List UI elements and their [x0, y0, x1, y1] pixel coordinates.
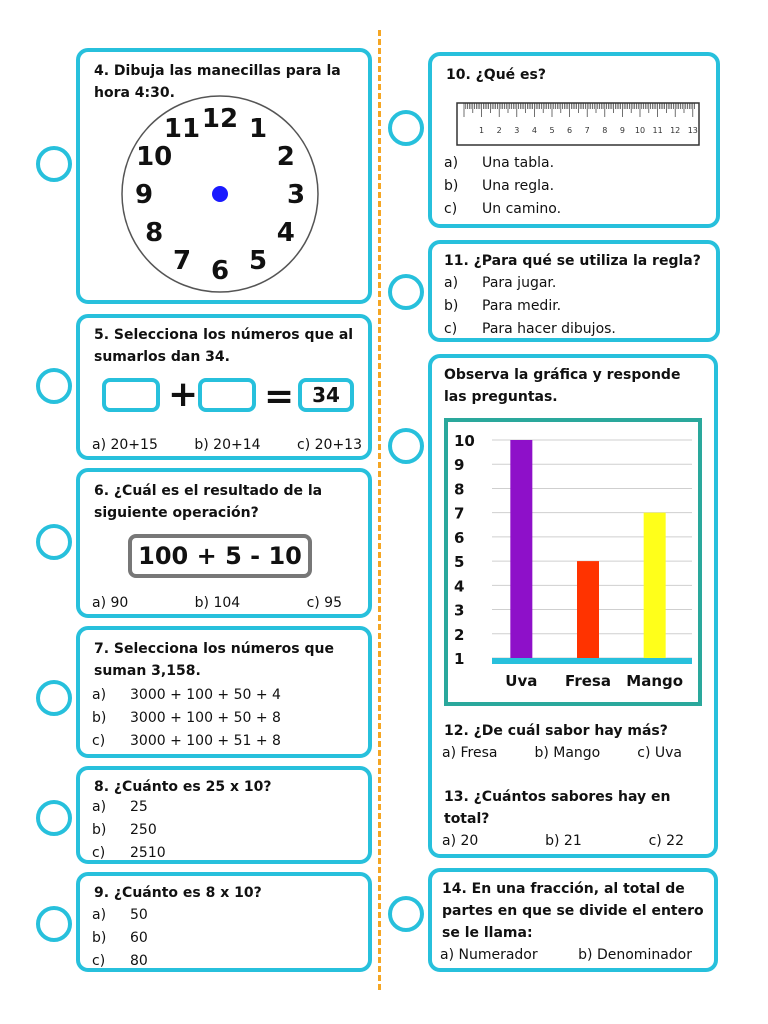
- question-card-q5: [76, 314, 372, 460]
- answer-ring-q11[interactable]: [388, 274, 424, 310]
- sum-result-box: 34: [298, 378, 354, 412]
- ruler-number-2: 2: [496, 126, 502, 135]
- ruler-illustration: [456, 102, 700, 146]
- option-c[interactable]: c) 22: [648, 833, 684, 849]
- ruler-number-6: 6: [567, 126, 573, 135]
- question-card-q11: [428, 240, 720, 342]
- clock-number-2: 2: [276, 142, 295, 172]
- y-tick-label-7: 7: [454, 504, 465, 523]
- y-tick-label-4: 4: [454, 577, 465, 596]
- graph-card: [428, 354, 718, 858]
- clock-number-1: 1: [248, 114, 268, 145]
- clock-number-9: 9: [134, 180, 154, 210]
- y-tick-label-9: 9: [454, 456, 465, 475]
- question-card-q10: [428, 52, 720, 228]
- answer-ring-q5[interactable]: [36, 368, 72, 404]
- options-row: [92, 434, 362, 456]
- ruler-number-5: 5: [549, 126, 555, 135]
- bar-uva: [510, 440, 532, 658]
- option-c[interactable]: c) 20+13: [297, 437, 362, 453]
- answer-ring-q10[interactable]: [388, 110, 424, 146]
- clock-number-12: 12: [201, 104, 239, 134]
- option-b[interactable]: b) 20+14: [194, 437, 261, 453]
- options-row-q13: [442, 830, 684, 852]
- answer-ring-q6[interactable]: [36, 524, 72, 560]
- ruler-number-1: 1: [479, 126, 485, 135]
- ruler-number-9: 9: [619, 126, 625, 135]
- x-tick-label-mango: Mango: [626, 672, 684, 690]
- clock-number-6: 6: [210, 256, 230, 286]
- options-list: [444, 272, 704, 341]
- option-b[interactable]: b) 21: [545, 833, 582, 849]
- option-c[interactable]: c) 3000 + 100 + 51 + 8: [92, 733, 281, 749]
- ruler-number-7: 7: [584, 126, 590, 135]
- option-b[interactable]: b) Mango: [534, 745, 601, 761]
- operation-box: 100 + 5 - 10: [128, 534, 312, 578]
- bar-mango: [644, 513, 666, 658]
- y-tick-label-5: 5: [454, 553, 465, 572]
- question-card-q14: [428, 868, 718, 972]
- question-title-q12: 12. ¿De cuál sabor hay más?: [444, 723, 668, 739]
- y-tick-label-1: 1: [454, 650, 465, 668]
- answer-ring-q7[interactable]: [36, 680, 72, 716]
- answer-ring-q4[interactable]: [36, 146, 72, 182]
- x-tick-label-uva: Uva: [505, 672, 538, 690]
- question-title: 14. En una fracción, al total de partes en que se divide el entero se le llama:: [442, 881, 704, 941]
- question-title-q13: 13. ¿Cuántos sabores hay en total?: [444, 789, 671, 827]
- option-b[interactable]: b) Para medir.: [444, 298, 562, 314]
- clock-number-8: 8: [145, 218, 164, 248]
- options-list: [92, 684, 362, 753]
- option-a[interactable]: a) Numerador: [440, 947, 538, 963]
- option-a[interactable]: a) Para jugar.: [444, 275, 557, 291]
- option-c[interactable]: c) Uva: [637, 745, 682, 761]
- options-list: [92, 796, 362, 865]
- question-title: 7. Selecciona los números que suman 3,158.: [94, 641, 334, 679]
- y-tick-label-2: 2: [454, 625, 465, 644]
- option-b[interactable]: b) Denominador: [578, 947, 692, 963]
- y-tick-label-6: 6: [454, 528, 465, 547]
- option-a[interactable]: a) 90: [92, 595, 129, 611]
- option-b[interactable]: b) 3000 + 100 + 50 + 8: [92, 710, 281, 726]
- option-b[interactable]: b) 250: [92, 822, 157, 838]
- options-list: [444, 152, 704, 221]
- addend-box-2[interactable]: [198, 378, 256, 412]
- question-card-q8: [76, 766, 372, 864]
- question-card-q7: [76, 626, 372, 758]
- options-row: [440, 944, 692, 966]
- x-axis-base: [492, 658, 692, 664]
- option-a[interactable]: a) 20+15: [92, 437, 158, 453]
- answer-ring-q8[interactable]: [36, 800, 72, 836]
- chart-frame: [444, 418, 702, 706]
- clock-number-10: 10: [136, 142, 173, 172]
- option-a[interactable]: a) 25: [92, 799, 148, 815]
- x-tick-label-fresa: Fresa: [565, 672, 611, 690]
- clock-number-5: 5: [248, 245, 268, 276]
- clock-center-dot: [212, 186, 228, 202]
- option-c[interactable]: c) 80: [92, 953, 148, 969]
- option-c[interactable]: c) 95: [306, 595, 342, 611]
- question-title: 8. ¿Cuánto es 25 x 10?: [94, 779, 272, 795]
- question-title: 10. ¿Qué es?: [446, 67, 546, 83]
- ruler-number-12: 12: [670, 126, 681, 135]
- ruler-number-3: 3: [514, 126, 520, 135]
- ruler-number-11: 11: [652, 126, 663, 135]
- clock-number-11: 11: [163, 114, 201, 145]
- option-b[interactable]: b) 60: [92, 930, 148, 946]
- question-card-q6: [76, 468, 372, 618]
- equals-sign: =: [264, 376, 295, 417]
- answer-ring-graph[interactable]: [388, 428, 424, 464]
- question-title: 9. ¿Cuánto es 8 x 10?: [94, 885, 262, 901]
- clock-number-4: 4: [276, 218, 295, 248]
- addend-box-1[interactable]: [102, 378, 160, 412]
- clock-number-7: 7: [172, 245, 192, 276]
- clock-face[interactable]: [120, 94, 320, 294]
- question-card-q4: [76, 48, 372, 304]
- options-list: [92, 904, 362, 973]
- option-c[interactable]: c) Un camino.: [444, 201, 562, 217]
- ruler-number-4: 4: [531, 126, 537, 135]
- ruler-number-8: 8: [602, 126, 608, 135]
- question-title: 5. Selecciona los números que al sumarlos dan 34.: [94, 327, 354, 365]
- option-a[interactable]: a) Una tabla.: [444, 155, 555, 171]
- bar-fresa: [577, 561, 599, 658]
- option-a[interactable]: a) 20: [442, 833, 479, 849]
- options-row: [92, 592, 342, 614]
- y-tick-label-8: 8: [454, 480, 465, 499]
- y-tick-label-3: 3: [454, 601, 465, 620]
- option-c[interactable]: c) Para hacer dibujos.: [444, 321, 616, 337]
- page-divider: [378, 30, 381, 990]
- option-a[interactable]: a) 50: [92, 907, 148, 923]
- bar-chart: [448, 422, 698, 702]
- answer-ring-q9[interactable]: [36, 906, 72, 942]
- plus-sign: +: [168, 374, 199, 415]
- question-title: 6. ¿Cuál es el resultado de la siguiente operación?: [94, 483, 323, 521]
- question-card-q9: [76, 872, 372, 972]
- option-a[interactable]: a) 3000 + 100 + 50 + 4: [92, 687, 281, 703]
- question-title: 11. ¿Para qué se utiliza la regla?: [444, 253, 701, 269]
- ruler-number-10: 10: [634, 126, 646, 135]
- graph-title: Observa la gráfica y responde las preguntas.: [444, 367, 681, 405]
- ruler-number-13: 13: [687, 126, 698, 135]
- option-b[interactable]: b) 104: [194, 595, 241, 611]
- question-title: 4. Dibuja las manecillas para la hora 4:30.: [94, 63, 341, 101]
- clock-number-3: 3: [286, 180, 306, 210]
- y-tick-label-10: 10: [454, 432, 475, 450]
- option-c[interactable]: c) 2510: [92, 845, 166, 861]
- options-row-q12: [442, 742, 682, 764]
- answer-ring-q14[interactable]: [388, 896, 424, 932]
- option-b[interactable]: b) Una regla.: [444, 178, 555, 194]
- option-a[interactable]: a) Fresa: [442, 745, 498, 761]
